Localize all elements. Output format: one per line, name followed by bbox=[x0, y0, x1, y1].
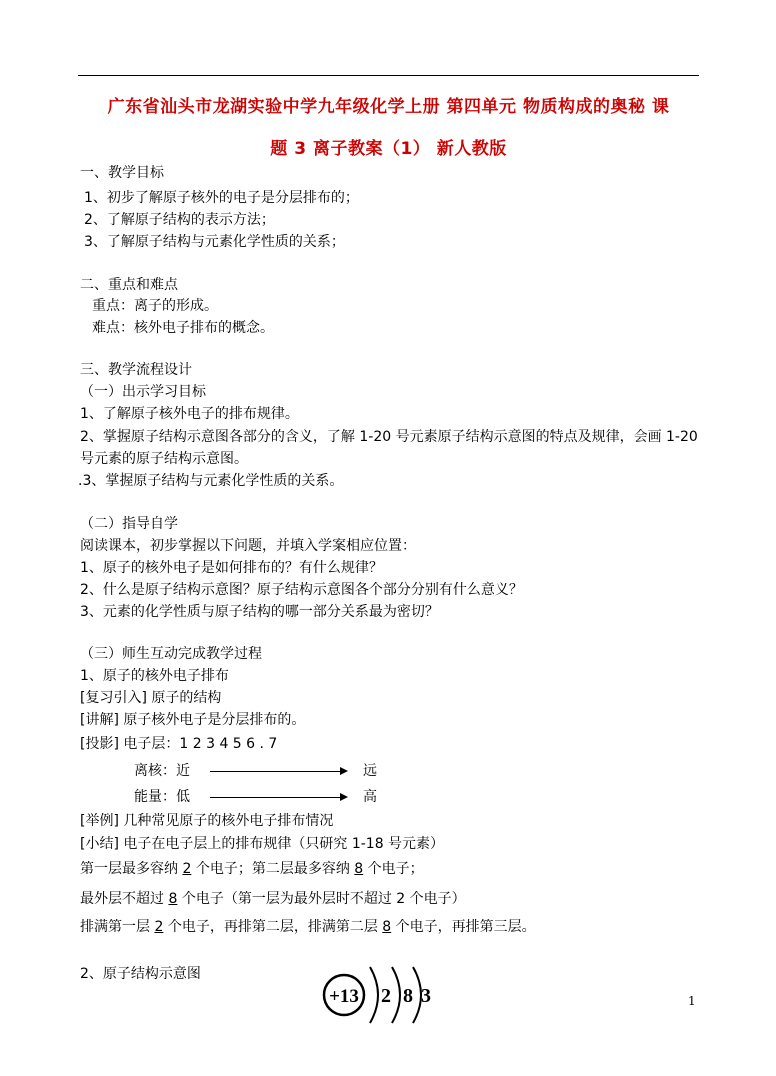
energy-label: 能量：低 bbox=[134, 789, 190, 805]
rule-2-value: 8 bbox=[168, 891, 178, 907]
part2-heading: （二）指导自学 bbox=[80, 516, 178, 532]
shell-arc-2 bbox=[392, 967, 400, 1023]
rule-1 bbox=[80, 860, 424, 878]
distance-arrow bbox=[210, 771, 346, 772]
part3-sub2: 2、原子结构示意图 bbox=[80, 966, 201, 982]
objective-1: 1、初步了解原子核外的电子是分层排布的； bbox=[84, 190, 359, 206]
part2-intro: 阅读课本，初步掌握以下问题，并填入学案相应位置： bbox=[80, 538, 416, 554]
part1-item1: 1、了解原子核外电子的排布规律。 bbox=[80, 406, 299, 422]
section2-heading: 二、重点和难点 bbox=[80, 277, 178, 293]
difficult-point: 难点：核外电子排布的概念。 bbox=[92, 320, 274, 336]
rule-3-c: 个电子，再排第二层，排满第二层 bbox=[163, 919, 383, 935]
question-3: 3、元素的化学性质与原子结构的哪一部分关系最为密切？ bbox=[80, 604, 439, 620]
lecture-line: [讲解] 原子核外电子是分层排布的。 bbox=[80, 712, 306, 728]
part1-item2-line2: 号元素的原子结构示意图。 bbox=[80, 451, 248, 467]
document-title-line2: 题 3 离子教案（1） 新人教版 bbox=[270, 139, 507, 159]
question-1: 1、原子的核外电子是如何排布的？有什么规律？ bbox=[80, 560, 383, 576]
section1-heading: 一、教学目标 bbox=[80, 165, 164, 181]
shell-1-electrons: 2 bbox=[381, 985, 391, 1007]
objective-2: 2、了解原子结构的表示方法； bbox=[84, 212, 275, 228]
shell-3-electrons: 3 bbox=[421, 985, 431, 1007]
rule-2 bbox=[80, 890, 466, 908]
key-point: 重点：离子的形成。 bbox=[92, 298, 218, 314]
objective-3: 3、了解原子结构与元素化学性质的关系； bbox=[84, 234, 345, 250]
part1-heading: （一）出示学习目标 bbox=[80, 384, 206, 400]
rule-3-value-b: 8 bbox=[382, 919, 392, 935]
rule-1-c: 个电子；第二层最多容纳 bbox=[191, 861, 355, 877]
section3-heading: 三、教学流程设计 bbox=[80, 362, 192, 378]
part3-sub1: 1、原子的核外电子排布 bbox=[80, 668, 229, 684]
part3-heading: （三）师生互动完成教学过程 bbox=[80, 646, 262, 662]
rule-3-e: 个电子，再排第三层。 bbox=[391, 919, 536, 935]
part1-item3: .3、掌握原子结构与元素化学性质的关系。 bbox=[78, 473, 344, 489]
rule-1-e: 个电子； bbox=[363, 861, 424, 877]
rule-1-a: 第一层最多容纳 bbox=[80, 861, 183, 877]
rule-3-a: 排满第一层 bbox=[80, 919, 155, 935]
rule-2-a: 最外层不超过 bbox=[80, 891, 169, 907]
document-title-line1: 广东省汕头市龙湖实验中学九年级化学上册 第四单元 物质构成的奥秘 课 bbox=[107, 97, 670, 117]
nucleus-charge: +13 bbox=[329, 986, 359, 1007]
projection-line: [投影] 电子层：1 2 3 4 5 6 . 7 bbox=[80, 736, 278, 752]
shell-arc-3 bbox=[413, 967, 421, 1023]
distance-label: 离核：近 bbox=[134, 763, 190, 779]
energy-arrow bbox=[210, 797, 346, 798]
example-line: [举例] 几种常见原子的核外电子排布情况 bbox=[80, 813, 334, 829]
rule-2-c: 个电子（第一层为最外层时不超过 2 个电子） bbox=[177, 891, 466, 907]
page-number: 1 bbox=[688, 994, 696, 1008]
review-line: [复习引入] 原子的结构 bbox=[80, 690, 222, 706]
energy-end: 高 bbox=[363, 789, 377, 805]
rule-3 bbox=[80, 918, 536, 936]
rule-3-value-a: 2 bbox=[154, 919, 164, 935]
header-rule bbox=[78, 75, 699, 76]
rule-1-value-a: 2 bbox=[182, 861, 192, 877]
rule-1-value-b: 8 bbox=[354, 861, 364, 877]
shell-arc-1 bbox=[370, 967, 378, 1023]
summary-line: [小结] 电子在电子层上的排布规律（只研究 1-18 号元素） bbox=[80, 836, 445, 852]
distance-end: 远 bbox=[363, 763, 377, 779]
atom-structure-diagram bbox=[320, 964, 440, 1026]
question-2: 2、什么是原子结构示意图？原子结构示意图各个部分分别有什么意义？ bbox=[80, 582, 523, 598]
part1-item2-line1: 2、掌握原子结构示意图各部分的含义，了解 1-20 号元素原子结构示意图的特点及规律，会画 1-20 bbox=[80, 429, 698, 445]
shell-2-electrons: 8 bbox=[403, 985, 413, 1007]
